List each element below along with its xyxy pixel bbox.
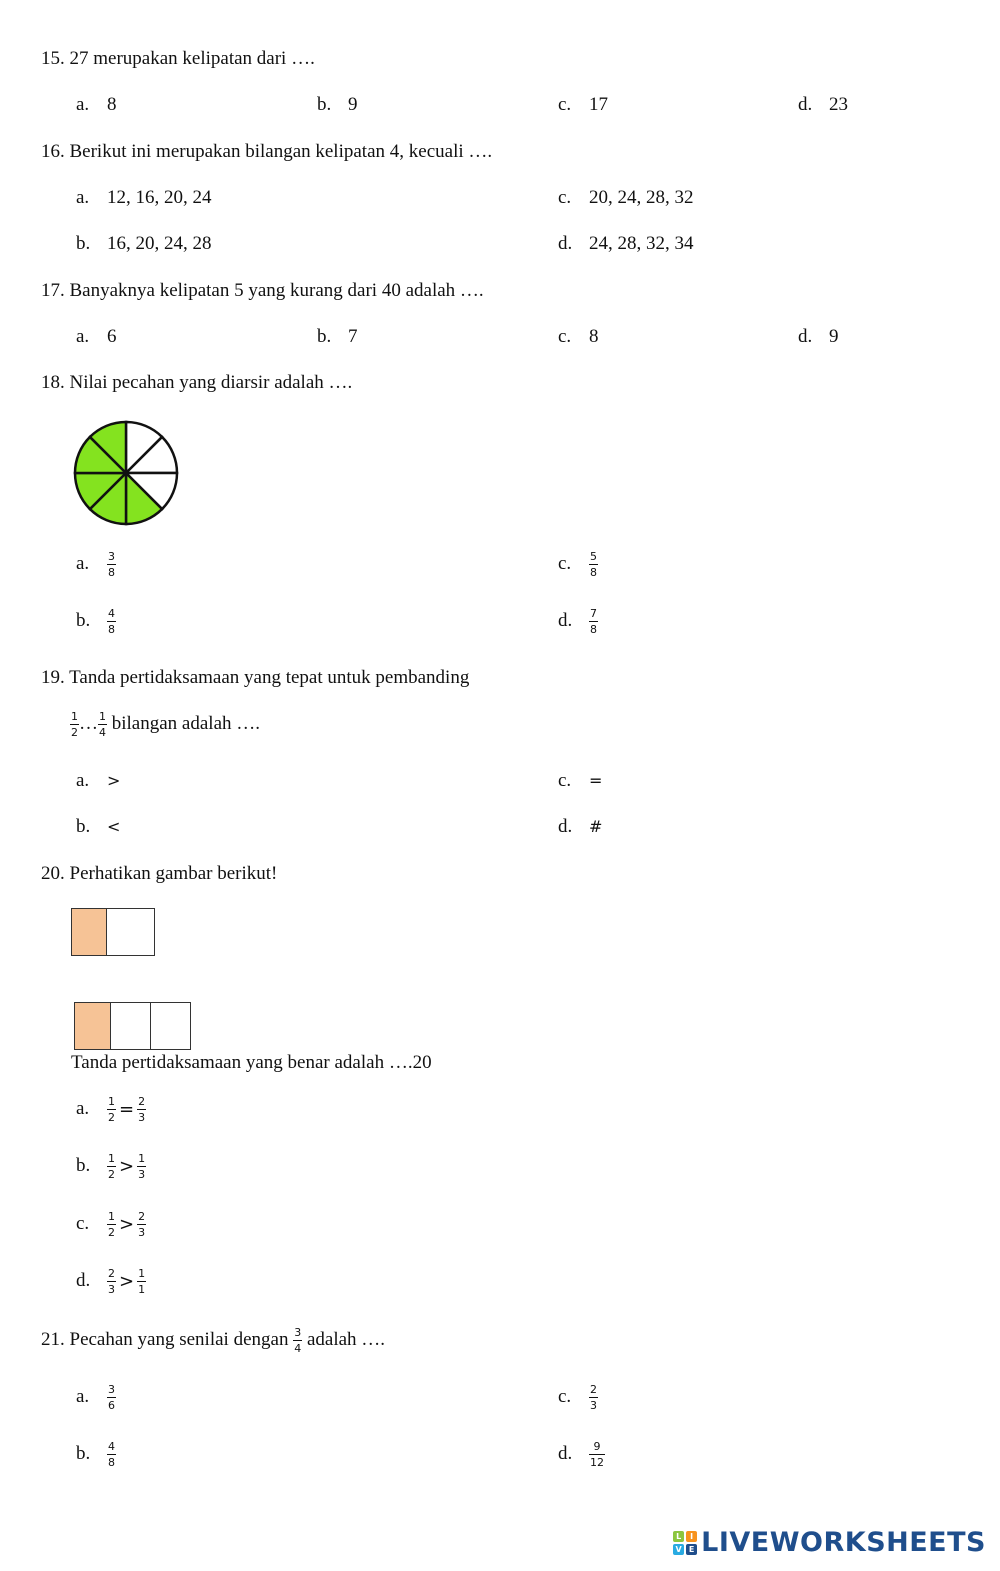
q17-option-c[interactable]: c. 8	[558, 326, 599, 347]
q20-stem: 20. Perhatikan gambar berikut!	[41, 863, 278, 884]
q19-expression: $\frac{1}{2}$ … $\frac{1}{4}$ bilangan adalah ….	[71, 710, 261, 739]
q19-option-b[interactable]: b. <	[76, 816, 121, 837]
q19-option-d[interactable]: d. #	[558, 816, 603, 837]
q17-stem: 17. Banyaknya kelipatan 5 yang kurang dari 40 adalah ….	[41, 280, 484, 301]
q16-option-a[interactable]: a. 12, 16, 20, 24	[76, 187, 212, 208]
q18-option-a[interactable]: a. $\frac{3}{8}$	[76, 550, 115, 579]
fraction: $\frac{3}{8}$	[108, 550, 115, 579]
q20-option-b[interactable]: b. $\frac{1}{2}$ > $\frac{1}{3}$	[76, 1152, 146, 1181]
q18-stem: 18. Nilai pecahan yang diarsir adalah ….	[41, 372, 353, 393]
q20-prompt: Tanda pertidaksamaan yang benar adalah ….20	[71, 1052, 432, 1073]
q15-option-b[interactable]: b. 9	[317, 94, 358, 115]
bar-segment-shaded	[74, 1002, 111, 1050]
q17-option-b[interactable]: b. 7	[317, 326, 358, 347]
q21-stem: 21. Pecahan yang senilai dengan $\frac{3}{4}$ adalah ….	[41, 1326, 386, 1355]
q15-stem: 15. 27 merupakan kelipatan dari ….	[41, 48, 315, 69]
fraction-left: $\frac{1}{2}$	[71, 710, 78, 739]
logo-text: LIVEWORKSHEETS	[701, 1527, 986, 1558]
q15-option-d[interactable]: d. 23	[798, 94, 848, 115]
fraction-circle-figure	[72, 419, 180, 527]
q20-option-a[interactable]: a. $\frac{1}{2}$ = $\frac{2}{3}$	[76, 1095, 146, 1124]
q15-option-a[interactable]: a. 8	[76, 94, 117, 115]
q21-option-d[interactable]: d. $\frac{9}{12}$	[558, 1440, 604, 1469]
bar-segment	[106, 908, 155, 956]
q17-option-a[interactable]: a. 6	[76, 326, 117, 347]
liveworksheets-logo	[673, 1527, 986, 1558]
bar-segment	[110, 1002, 151, 1050]
q18-option-b[interactable]: b. $\frac{4}{8}$	[76, 607, 115, 636]
q20-option-c[interactable]: c. $\frac{1}{2}$ > $\frac{2}{3}$	[76, 1210, 146, 1239]
fraction-right: $\frac{1}{4}$	[99, 710, 106, 739]
q18-option-c[interactable]: c. $\frac{5}{8}$	[558, 550, 597, 579]
bar-segment-shaded	[71, 908, 107, 956]
q19-option-a[interactable]: a. >	[76, 770, 121, 791]
fraction: $\frac{7}{8}$	[590, 607, 597, 636]
q19-stem: 19. Tanda pertidaksamaan yang tepat untuk pembanding	[41, 667, 470, 688]
q19-option-c[interactable]: c. =	[558, 770, 603, 791]
q16-option-d[interactable]: d. 24, 28, 32, 34	[558, 233, 694, 254]
q17-option-d[interactable]: d. 9	[798, 326, 839, 347]
q21-option-a[interactable]: a. $\frac{3}{6}$	[76, 1383, 115, 1412]
q21-option-c[interactable]: c. $\frac{2}{3}$	[558, 1383, 597, 1412]
q15-option-c[interactable]: c. 17	[558, 94, 608, 115]
q21-option-b[interactable]: b. $\frac{4}{8}$	[76, 1440, 115, 1469]
bar-segment	[150, 1002, 191, 1050]
q18-option-d[interactable]: d. $\frac{7}{8}$	[558, 607, 597, 636]
q16-stem: 16. Berikut ini merupakan bilangan kelipatan 4, kecuali ….	[41, 141, 493, 162]
q20-option-d[interactable]: d. $\frac{2}{3}$ > $\frac{1}{1}$	[76, 1267, 146, 1296]
logo-grid-icon: L I V E	[673, 1531, 697, 1555]
q16-option-b[interactable]: b. 16, 20, 24, 28	[76, 233, 212, 254]
fraction: $\frac{4}{8}$	[108, 607, 115, 636]
fraction: $\frac{3}{4}$	[294, 1326, 302, 1355]
q16-option-c[interactable]: c. 20, 24, 28, 32	[558, 187, 694, 208]
fraction: $\frac{5}{8}$	[590, 550, 597, 579]
